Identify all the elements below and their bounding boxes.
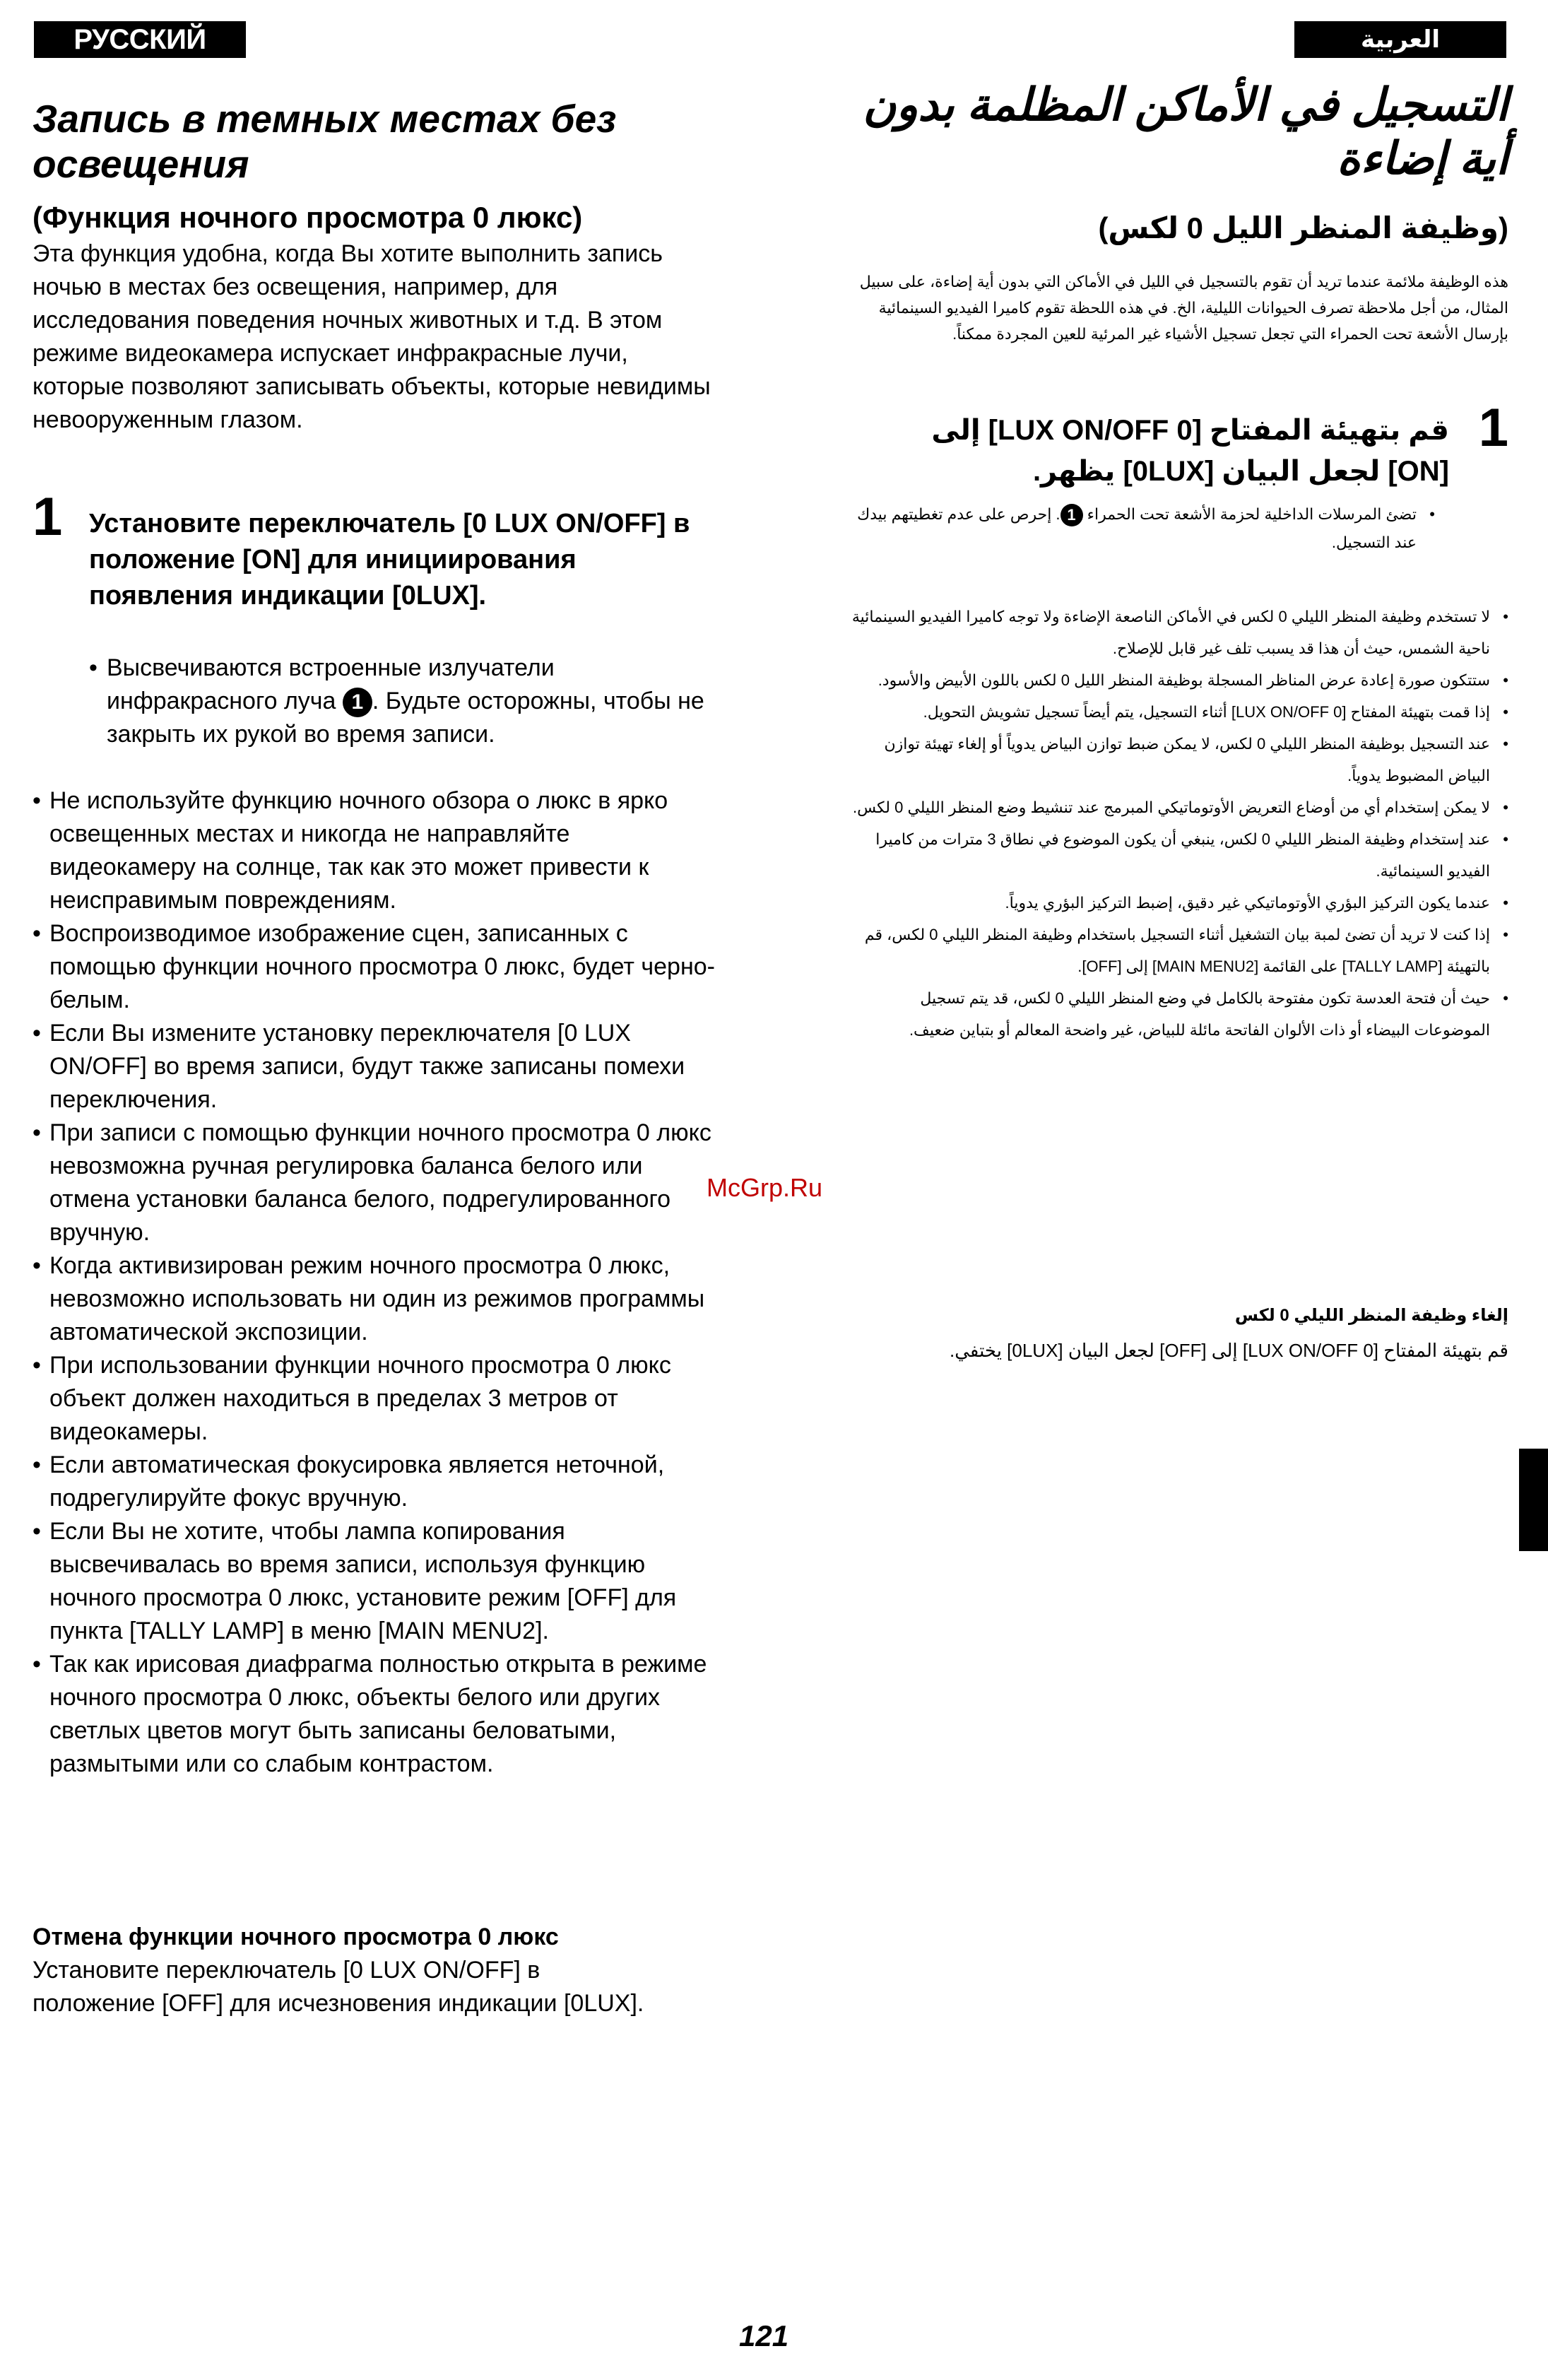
watermark-text: McGrp.Ru (707, 1173, 823, 1202)
ru-cancel-text: Установите переключатель [0 LUX ON/OFF] в положение [OFF] для исчезновения индикации [0LUX]. (33, 1957, 644, 2017)
list-item: • Не используйте функцию ночного обзора о люкс в ярко освещенных местах и никогда не направляйте видеокамеру на солнце, так как это может привести к неисправимым повреждениям. (33, 784, 718, 917)
language-label-arabic: العربية (1294, 21, 1506, 58)
list-item: • لا تستخدم وظيفة المنظر الليلي 0 لكس في الأماكن الناصعة الإضاءة ولا توجه كاميرا الفيديو السينمائية ناحية الشمس، حيث أن هذا قد يسبب تلف غير قابل للإصلاح. (844, 601, 1508, 664)
list-item: • Если автоматическая фокусировка является неточной, подрегулируйте фокус вручную. (33, 1449, 718, 1515)
ar-page-title: التسجيل في الأماكن المظلمة بدون أية إضاءة (863, 79, 1508, 184)
ru-notes-list (33, 784, 718, 1781)
ar-cancel-text: قم بتهيئة المفتاح [0 LUX ON/OFF] إلى [OFF] لجعل البيان [0LUX] يختفي. (950, 1340, 1508, 1361)
ru-step-instruction: Установите переключатель [0 LUX ON/OFF] в положение [ON] для инициирования появления индикации [0LUX]. (89, 509, 690, 611)
list-item: • Если Вы измените установку переключателя [0 LUX ON/OFF] во время записи, будут также записаны помехи переключения. (33, 1017, 718, 1117)
ar-step-note-text: تضئ المرسلات الداخلية لحزمة الأشعة تحت الحمراء (1087, 505, 1417, 523)
ar-step-note (851, 500, 1435, 557)
callout-marker-icon: 1 (1060, 504, 1083, 526)
page-number: 121 (739, 2319, 789, 2352)
ar-cancel-heading: إلغاء وظيفة المنظر الليلي 0 لكس (1234, 1306, 1508, 1325)
list-item: • Если Вы не хотите, чтобы лампа копирования высвечивалась во время записи, используя функцию ночного просмотра 0 люкс, установите режим [OFF] для пункта [TALLY LAMP] в меню [MAIN MENU2]. (33, 1515, 718, 1648)
list-item: • لا يمكن إستخدام أي من أوضاع التعريض الأوتوماتيكي المبرمج عند تنشيط وضع المنظر الليلي 0 لكس. (844, 791, 1508, 823)
ru-subtitle: (Функция ночного просмотра 0 люкс) (33, 201, 583, 234)
list-item: • Воспроизводимое изображение сцен, записанных с помощью функции ночного просмотра 0 люкс, будет черно-белым. (33, 917, 718, 1017)
list-item: • عندما يكون التركيز البؤري الأوتوماتيكي غير دقيق، إضبط التركيز البؤري يدوياً. (844, 887, 1508, 919)
ru-cancel-heading: Отмена функции ночного просмотра 0 люкс (33, 1924, 559, 1950)
list-item: • عند التسجيل بوظيفة المنظر الليلي 0 لكس، لا يمكن ضبط توازن البياض يدوياً أو إلغاء تهيئة توازن البياض المضبوط يدوياً. (844, 728, 1508, 791)
ar-step-instruction: قم بتهيئة المفتاح [0 LUX ON/OFF] إلى [ON] لجعل البيان [0LUX] يظهر. (931, 415, 1449, 487)
ru-step-note-text: Высвечиваются встроенные излучатели инфракрасного луча (107, 654, 555, 714)
list-item: • ستتكون صورة إعادة عرض المناظر المسجلة بوظيفة المنظر الليل 0 لكس باللون الأبيض والأسود. (844, 664, 1508, 696)
list-item: • إذا كنت لا تريد أن تضئ لمبة بيان التشغيل أثناء التسجيل باستخدام وظيفة المنظر الليلي 0 لكس، قم بالتهيئة [TALLY LAMP] على القائمة [MAIN MENU2] إلى [OFF]. (844, 919, 1508, 982)
ru-page-title: Запись в темных местах без освещения (33, 97, 617, 186)
list-item: • Когда активизирован режим ночного просмотра 0 люкс, невозможно использовать ни один из режимов программы автоматической экспозиции. (33, 1249, 718, 1349)
bullet-icon: • (89, 654, 98, 681)
callout-marker-icon: 1 (343, 688, 372, 717)
ar-step-number: 1 (1478, 398, 1508, 458)
ru-intro-paragraph: Эта функция удобна, когда Вы хотите выполнить запись ночью в местах без освещения, например, для исследования поведения ночных животных и т.д. В этом режиме видеокамера испускает инфракрасные лучи, которые позволяют записывать объекты, которые невидимы невооруженным глазом. (33, 240, 711, 433)
ar-notes-list (844, 601, 1508, 1046)
list-item: • Так как ирисовая диафрагма полностью открыта в режиме ночного просмотра 0 люкс, объекты белого или других светлых цветов могут быть записаны беловатыми, размытыми или со слабым контрастом. (33, 1648, 718, 1781)
ar-intro-paragraph: هذه الوظيفة ملائمة عندما تريد أن تقوم بالتسجيل في الليل في الأماكن التي بدون أية إضاءة، على سبيل المثال، من أجل ملاحظة تصرف الحيوانات الليلية، الخ. في هذه اللحظة تقوم كاميرا الفيديو السينمائية بإرسال الأشعة تحت الحمراء التي تجعل تسجيل الأشياء غير المرئية للعين المجردة ممكناً. (859, 273, 1508, 343)
ru-step-note-text-end: . Будьте осторожны, чтобы не закрыть их рукой во время записи. (107, 688, 704, 748)
ru-step-number: 1 (33, 487, 63, 547)
bullet-icon: • (1429, 505, 1435, 523)
list-item: • حيث أن فتحة العدسة تكون مفتوحة بالكامل في وضع المنظر الليلي 0 لكس، قد يتم تسجيل الموضوعات البيضاء أو ذات الألوان الفاتحة مائلة للبياض، غير واضحة المعالم أو بتباين ضعيف. (844, 982, 1508, 1046)
list-item: • При записи с помощью функции ночного просмотра 0 люкс невозможна ручная регулировка баланса белого или отмена установки баланса белого, подрегулированного вручную. (33, 1117, 718, 1249)
edge-tab-marker (1519, 1449, 1548, 1551)
language-label-russian: РУССКИЙ ЯЗЫК (34, 21, 246, 58)
list-item: • إذا قمت بتهيئة المفتاح [0 LUX ON/OFF] أثناء التسجيل، يتم أيضاً تسجيل تشويش التحويل. (844, 696, 1508, 728)
ru-step-note (89, 652, 728, 751)
ar-step-note-text-end: . إحرص على عدم تغطيتهم بيدك عند التسجيل. (857, 505, 1417, 551)
list-item: • При использовании функции ночного просмотра 0 люкс объект должен находиться в пределах 3 метров от видеокамеры. (33, 1349, 718, 1449)
ar-subtitle: (وظيفة المنظر الليل 0 لكس) (1098, 211, 1508, 245)
list-item: • عند إستخدام وظيفة المنظر الليلي 0 لكس، ينبغي أن يكون الموضوع في نطاق 3 مترات من كاميرا الفيديو السينمائية. (844, 823, 1508, 887)
